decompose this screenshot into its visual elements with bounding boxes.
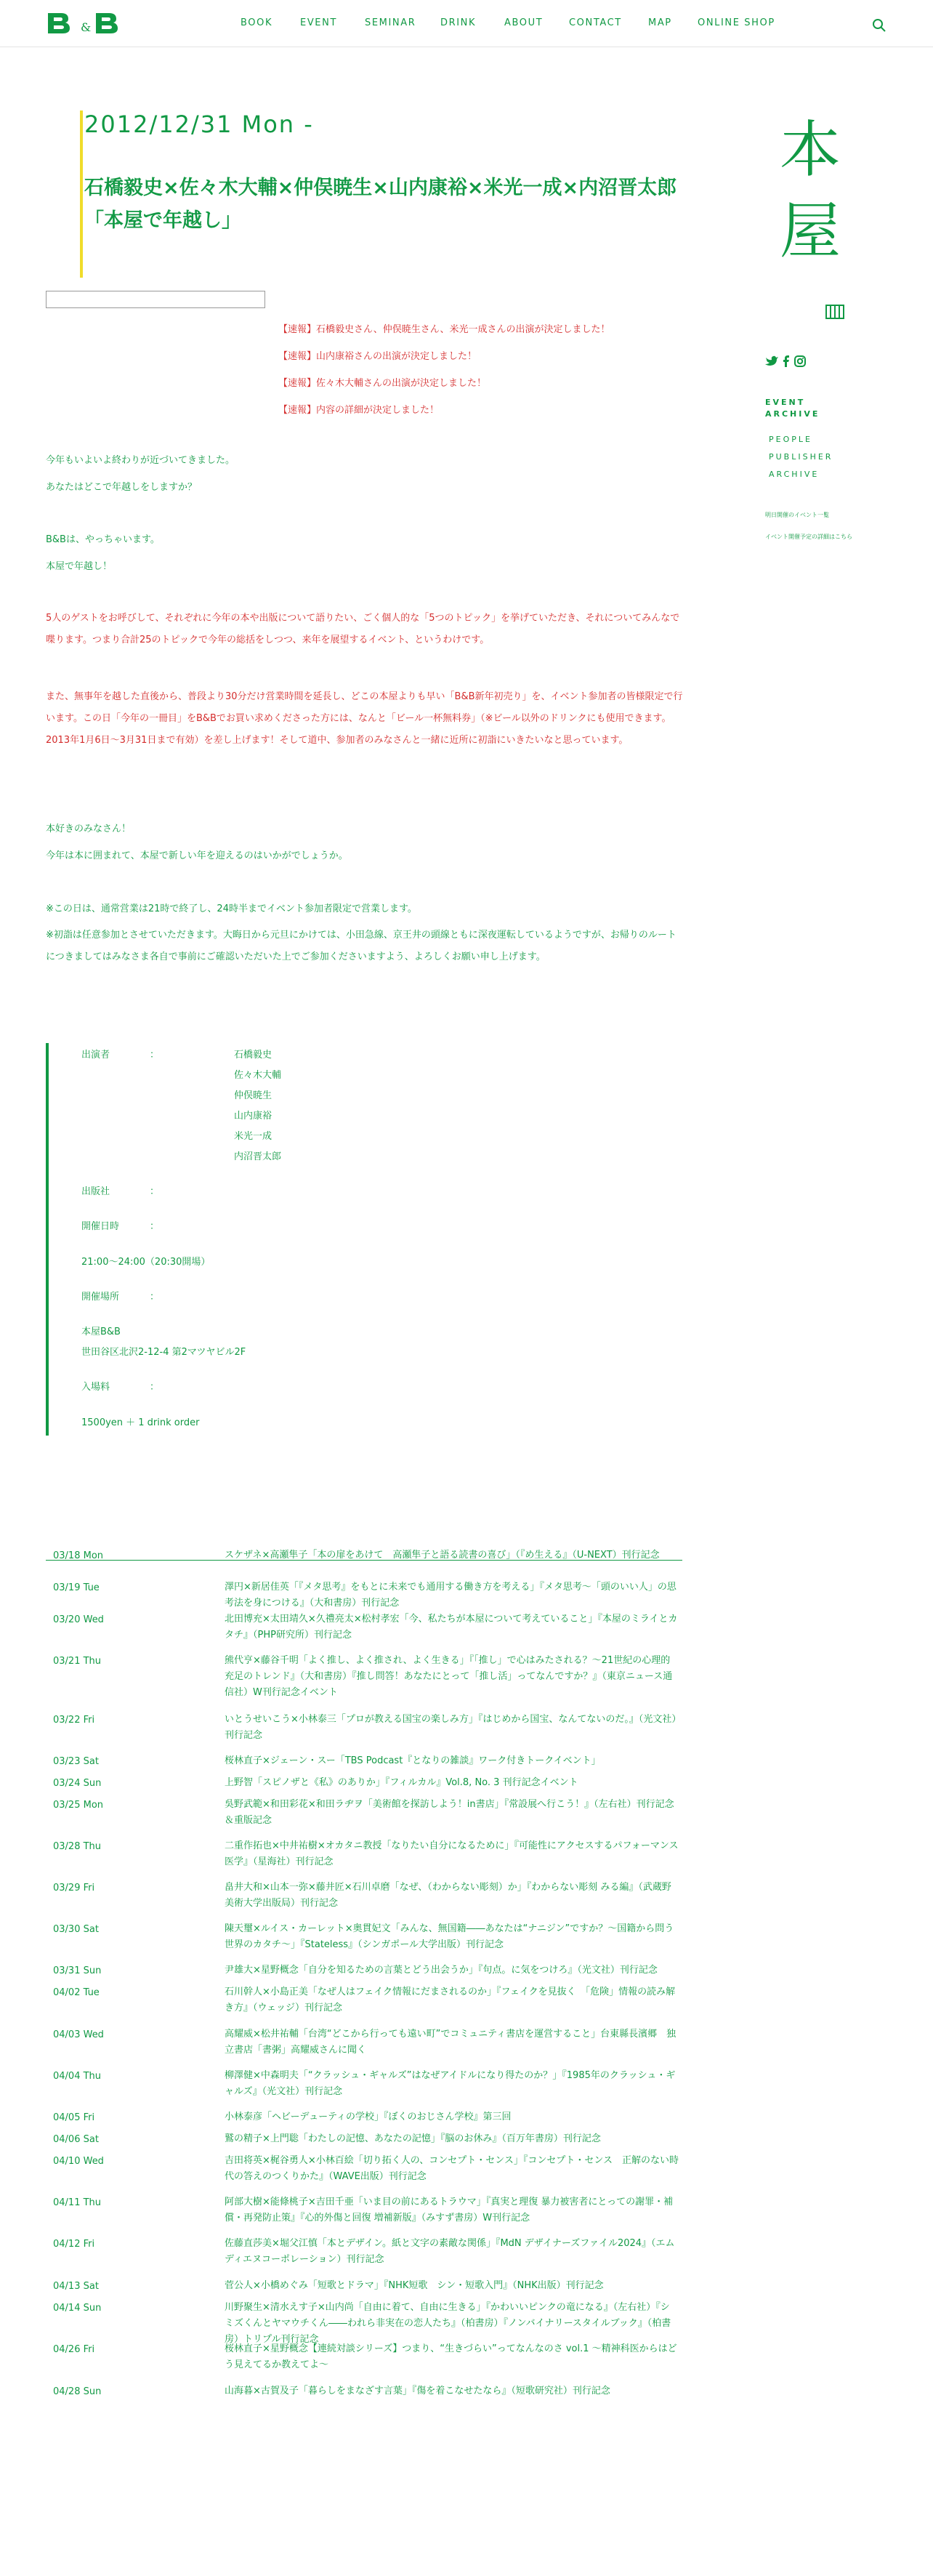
body-paragraph: ※この日は、通常営業は21時で終了し、24時半までイベント参加者限定で営業します。	[46, 903, 417, 914]
schedule-row[interactable]	[46, 1656, 682, 1715]
schedule-title[interactable]: 陳天璽×ルイス・カーレット×奥貫妃文「みんな、無国籍――あなたは“ナニジン”ですか？〜国籍から問う世界のカタチ〜」『Stateless』（シンガポール大学出版）刊行記念	[225, 1923, 674, 1950]
schedule-row[interactable]	[46, 1924, 682, 1965]
performer-name[interactable]: 内沼晋太郎	[234, 1151, 282, 1162]
schedule-row[interactable]	[46, 2239, 682, 2281]
schedule-title[interactable]: 柳澤健×中森明夫「“クラッシュ・ギャルズ”はなぜアイドルになり得たのか？」『1985年のクラッシュ・ギャルズ』（光文社）刊行記念	[225, 2070, 676, 2097]
body-paragraph: 今年は本に囲まれて、本屋で新しい年を迎えるのはいかがでしょうか。	[46, 850, 348, 861]
schedule-title[interactable]: 二重作拓也×中井祐樹×オカタニ教授「なりたい自分になるために」『可能性にアクセスするパフォーマンス医学』（星海社）刊行記念	[225, 1840, 679, 1867]
schedule-title[interactable]: 吳野武範×和田彩花×和田ラヂヲ「美術館を探訪しよう！in書店」『常設展へ行こう！』（左右社）刊行記念＆重版記念	[225, 1799, 674, 1826]
schedule-row[interactable]	[46, 1614, 682, 1656]
schedule-title[interactable]: 高耀威×松井祐輔「台湾“どこから行っても遠い町”でコミュニティ書店を運営すること」台東縣長濱郷 独立書店「書粥」高耀威さんに聞く	[225, 2029, 676, 2056]
body-paragraph: ※初詣は任意参加とさせていただきます。大晦日から元旦にかけては、小田急線、京王井の頭線ともに深夜運転しているようですが、お帰りのルートにつきましてはみなさま各自で事前にご確認いただいた上でご参加くださいますよう、よろしくお願い申し上げます。	[46, 930, 676, 962]
schedule-date: 04/12 Fri	[53, 2239, 95, 2250]
nav-map[interactable]: MAP	[648, 17, 672, 28]
twitter-icon	[765, 356, 778, 366]
schedule-title[interactable]: 熊代亨×藤谷千明「よく推し、よく推され、よく生きる」『「推し」で心はみたされる？〜21世紀の心理的充足のトレンド』（大和書房）『推し問答！あなたにとって「推し活」ってなんですか？』（東京ニュース通信社）W刊行記念イベント	[225, 1655, 673, 1698]
upcoming-events-list	[46, 1550, 682, 2476]
schedule-title[interactable]: 山海暮×古賀及子「暮らしをまなざす言葉」『傷を着こなせたなら』（短歌研究社）刊行記念	[225, 2386, 610, 2396]
schedule-date: 03/23 Sat	[53, 1756, 99, 1767]
schedule-row[interactable]	[46, 2303, 682, 2344]
nav-drink[interactable]: DRINK	[440, 17, 477, 28]
schedule-date: 04/03 Wed	[53, 2029, 104, 2040]
sidebar-vertical-title	[774, 109, 847, 272]
book-icon[interactable]	[825, 304, 844, 320]
schedule-title[interactable]: 北田博充×太田靖久×久禮亮太×松村孝宏「今、私たちが本屋について考えていること」『本屋のミライとカタチ』（PHP研究所）刊行記念	[225, 1614, 678, 1641]
nav-event[interactable]: EVENT	[300, 17, 337, 28]
schedule-date: 03/20 Wed	[53, 1614, 104, 1625]
nav-book[interactable]: BOOK	[241, 17, 273, 28]
performer-name[interactable]: 仲俣暁生	[234, 1090, 272, 1101]
event-archive-line: EVENT	[765, 398, 806, 407]
breaking-news: 【速報】山内康裕さんの出演が決定しました！	[278, 351, 477, 362]
event-date: 2012/12/31 Mon -	[84, 110, 314, 138]
schedule-row[interactable]	[46, 2156, 682, 2197]
schedule-date: 03/29 Fri	[53, 1883, 95, 1893]
facebook-icon	[783, 355, 789, 367]
social-links	[765, 355, 816, 368]
schedule-date: 03/31 Sun	[53, 1965, 102, 1976]
performers-label: 出演者	[81, 1050, 110, 1060]
schedule-row[interactable]	[46, 1883, 682, 1924]
sidebar-link-people[interactable]: PEOPLE	[769, 435, 812, 444]
colon: ：	[150, 1292, 160, 1303]
schedule-title[interactable]: 桜林直子×ジェーン・スー「TBS Podcast『となりの雑談』ワーク付きトークイベント」	[225, 1755, 601, 1766]
time-value: 21:00〜24:00（20:30開場）	[81, 1257, 211, 1268]
performer-name[interactable]: 石橋毅史	[234, 1050, 272, 1060]
schedule-date: 04/06 Sat	[53, 2134, 99, 2145]
performer-name[interactable]: 佐々木大輔	[234, 1070, 282, 1081]
nav-online-shop[interactable]: ONLINE SHOP	[698, 17, 775, 28]
schedule-title[interactable]: 上野智「スピノザと《私》のありか」『フィルカル』Vol.8, No. 3 刊行記念イベント	[225, 1777, 578, 1788]
event-archive-line: ARCHIVE	[765, 409, 820, 419]
schedule-title[interactable]: 小林泰彦「ヘビーデューティの学校」『ぼくのおじさん学校』第三回	[225, 2112, 512, 2122]
schedule-date: 04/28 Sun	[53, 2386, 102, 2397]
schedule-title[interactable]: 尹雄大×星野概念「自分を知るための言葉とどう出会うか」『句点。に気をつけろ』（光文社）刊行記念	[225, 1965, 658, 1976]
body-paragraph: 本好きのみなさん！	[46, 824, 132, 834]
body-paragraph: あなたはどこで年越しをしますか？	[46, 482, 198, 493]
search-icon[interactable]	[872, 18, 886, 33]
sidebar-link-publisher[interactable]: PUBLISHER	[769, 452, 833, 462]
publisher-label: 出版社	[81, 1186, 110, 1197]
body-paragraph: 本屋で年越し！	[46, 561, 113, 572]
schedule-date: 04/11 Thu	[53, 2197, 102, 2208]
article-header	[80, 110, 700, 278]
logo[interactable]	[45, 10, 141, 35]
colon: ：	[150, 1186, 160, 1197]
schedule-date: 03/22 Fri	[53, 1715, 95, 1726]
breaking-news: 【速報】佐々木大輔さんの出演が決定しました！	[278, 378, 487, 389]
nav-contact[interactable]: CONTACT	[569, 17, 622, 28]
schedule-title[interactable]: 石川幹人×小島正美「なぜ人はフェイク情報にだまされるのか」『フェイクを見抜く 「危険」情報の読み解き方』（ウェッジ）刊行記念	[225, 1987, 676, 2013]
schedule-row[interactable]	[46, 2071, 682, 2112]
nav-seminar[interactable]: SEMINAR	[365, 17, 416, 28]
event-info	[46, 1043, 688, 1436]
event-title: 石橋毅史×佐々木大輔×仲俣暁生×山内康裕×米光一成×内沼晋太郎「本屋で年越し」	[84, 177, 677, 232]
performer-name[interactable]: 山内康裕	[234, 1111, 272, 1122]
event-archive-heading	[765, 397, 820, 420]
vertical-char: 屋	[779, 196, 841, 267]
nav-about[interactable]: ABOUT	[504, 17, 544, 28]
schedule-title[interactable]: 菅公人×小橋めぐみ「短歌とドラマ」『NHK短歌 シン・短歌入門』（NHK出版）刊行記念	[225, 2280, 604, 2291]
schedule-row[interactable]	[46, 2386, 682, 2428]
schedule-date: 04/05 Fri	[53, 2112, 95, 2123]
performer-name[interactable]: 米光一成	[234, 1131, 272, 1142]
colon: ：	[150, 1221, 160, 1232]
schedule-row[interactable]	[46, 1582, 682, 1614]
schedule-date: 04/14 Sun	[53, 2303, 102, 2314]
schedule-title[interactable]: 吉田将英×梶谷勇人×小林百絵「切り拓く人の、コンセプト・センス」『コンセプト・センス 正解のない時代の答えのつくりかた』（WAVE出版）刊行記念	[225, 2155, 679, 2182]
sidebar-link-archive[interactable]: ARCHIVE	[769, 470, 820, 479]
breaking-news: 【速報】石橋毅史さん、仲俣暁生さん、米光一成さんの出演が決定しました！	[278, 324, 610, 335]
schedule-title[interactable]: スケザネ×高瀬隼子「本の扉をあけて 高瀬隼子と語る読書の喜び」（『め生える』（U-NEXT）刊行記念	[225, 1550, 660, 1561]
sidebar-small-link[interactable]: イベント開催予定の詳細はこちら	[765, 534, 852, 540]
colon: ：	[150, 1050, 160, 1060]
schedule-date: 04/13 Sat	[53, 2281, 99, 2292]
schedule-title[interactable]: 鷲の精子×上門聡「わたしの記憶、あなたの記憶」『脳のお休み』（百万年書房）刊行記念	[225, 2133, 601, 2144]
schedule-row[interactable]	[46, 1841, 682, 1883]
schedule-title[interactable]: 畠井大和×山本一弥×藤井匠×石川卓磨「なぜ、（わからない彫刻）か」『わからない彫刻 みる編』（武蔵野美術大学出版局）刊行記念	[225, 1882, 671, 1909]
schedule-date: 03/21 Thu	[53, 1656, 102, 1667]
schedule-row[interactable]	[46, 2197, 682, 2239]
schedule-row[interactable]	[46, 1800, 682, 1841]
fee-label: 入場料	[81, 1382, 110, 1393]
schedule-date: 03/19 Tue	[53, 1582, 100, 1593]
schedule-title[interactable]: 桜林直子×星野概念【連続対談シリーズ】つまり、“生きづらい”ってなんなのさ vol.1 〜精神科医からはどう見えてるか教えてよ〜	[225, 2343, 677, 2370]
schedule-date: 03/30 Sat	[53, 1924, 99, 1935]
schedule-date: 04/04 Thu	[53, 2071, 102, 2082]
place-label: 開催場所	[81, 1292, 120, 1303]
schedule-date: 03/24 Sun	[53, 1778, 102, 1789]
schedule-title[interactable]: 川野聚生×清水えす子×山内尚「自由に着て、自由に生きる」『かわいいピンクの竜になる』（左右社）『シミズくんとヤマウチくん――われら非実在の恋人たち』（柏書房）『ノンバイナリースタイルブック』（柏書房）トリプル刊行記念	[225, 2302, 671, 2345]
place-name: 本屋B&B	[81, 1327, 121, 1337]
vertical-char: 本	[779, 114, 841, 185]
body-paragraph: また、無事年を越した直後から、普段より30分だけ営業時間を延長し、どこの本屋よりも早い「B&B新年初売り」を、イベント参加者の皆様限定で行います。この日「今年の一冊目」をB&Bでお買い求めくださった方には、なんと「ビール一杯無料券」（※ビール以外のドリンクにも使用できます。2013年1月6日〜3月31日まで有効）を差し上げます！そして道中、参加者のみなさんと一緒に近所に初詣にいきたいなと思っています。	[46, 691, 683, 746]
svg-text:&: &	[81, 20, 92, 34]
schedule-title[interactable]: いとうせいこう×小林泰三「プロが教える国宝の楽しみ方」『はじめから国宝、なんてないのだ。』（光文社）刊行記念	[225, 1714, 676, 1741]
fee-value: 1500yen ＋ 1 drink order	[81, 1417, 200, 1428]
schedule-row[interactable]	[46, 1715, 682, 1756]
schedule-row[interactable]	[46, 2344, 682, 2386]
instagram-icon	[795, 356, 805, 366]
schedule-row[interactable]	[46, 1987, 682, 2029]
body-paragraph: B&Bは、やっちゃいます。	[46, 534, 160, 545]
schedule-title[interactable]: 澤円×新居佳英「『メタ思考』をもとに未来でも通用する働き方を考える」『メタ思考〜「頭のいい人」の思考法を身につける』（大和書房）刊行記念	[225, 1582, 676, 1609]
place-address: 世田谷区北沢2-12-4 第2マツヤビル2F	[81, 1347, 246, 1358]
schedule-date: 03/18 Mon	[53, 1550, 104, 1561]
schedule-row[interactable]	[46, 2029, 682, 2071]
time-label: 開催日時	[81, 1221, 120, 1232]
schedule-date: 03/28 Thu	[53, 1841, 102, 1852]
sidebar-small-link[interactable]: 明日開催のイベント一覧	[765, 512, 829, 518]
logo-mark	[45, 10, 141, 35]
schedule-row[interactable]	[46, 1550, 682, 1582]
schedule-date: 03/25 Mon	[53, 1800, 104, 1811]
body-paragraph: 5人のゲストをお呼びして、それぞれに今年の本や出版について語りたい、ごく個人的な「5つのトピック」を挙げていただき、それについてみんなで喋ります。つまり合計25のトピックで今年の総括をしつつ、来年を展望するイベント、というわけです。	[46, 613, 680, 645]
site-header	[0, 0, 933, 47]
schedule-title[interactable]: 阿部大樹×能條桃子×吉田千亜「いま目の前にあるトラウマ」『真実と理復 暴力被害者にとっての謝罪・補償・再発防止策』『心的外傷と回復 増補新版』（みすず書房）W刊行記念	[225, 2197, 674, 2223]
breaking-news: 【速報】内容の詳細が決定しました！	[278, 405, 440, 416]
schedule-date: 04/26 Fri	[53, 2344, 95, 2355]
schedule-date: 04/10 Wed	[53, 2156, 104, 2167]
schedule-date: 04/02 Tue	[53, 1987, 100, 1998]
body-paragraph: 今年もいよいよ終わりが近づいてきました。	[46, 455, 235, 466]
event-image-placeholder	[46, 291, 265, 308]
colon: ：	[150, 1382, 160, 1393]
schedule-title[interactable]: 佐藤直莎美×堀父江慎「本とデザイン。紙と文字の素敵な関係」『MdN デザイナーズファイル2024』（エムディエヌコーポレーション）刊行記念	[225, 2238, 675, 2265]
